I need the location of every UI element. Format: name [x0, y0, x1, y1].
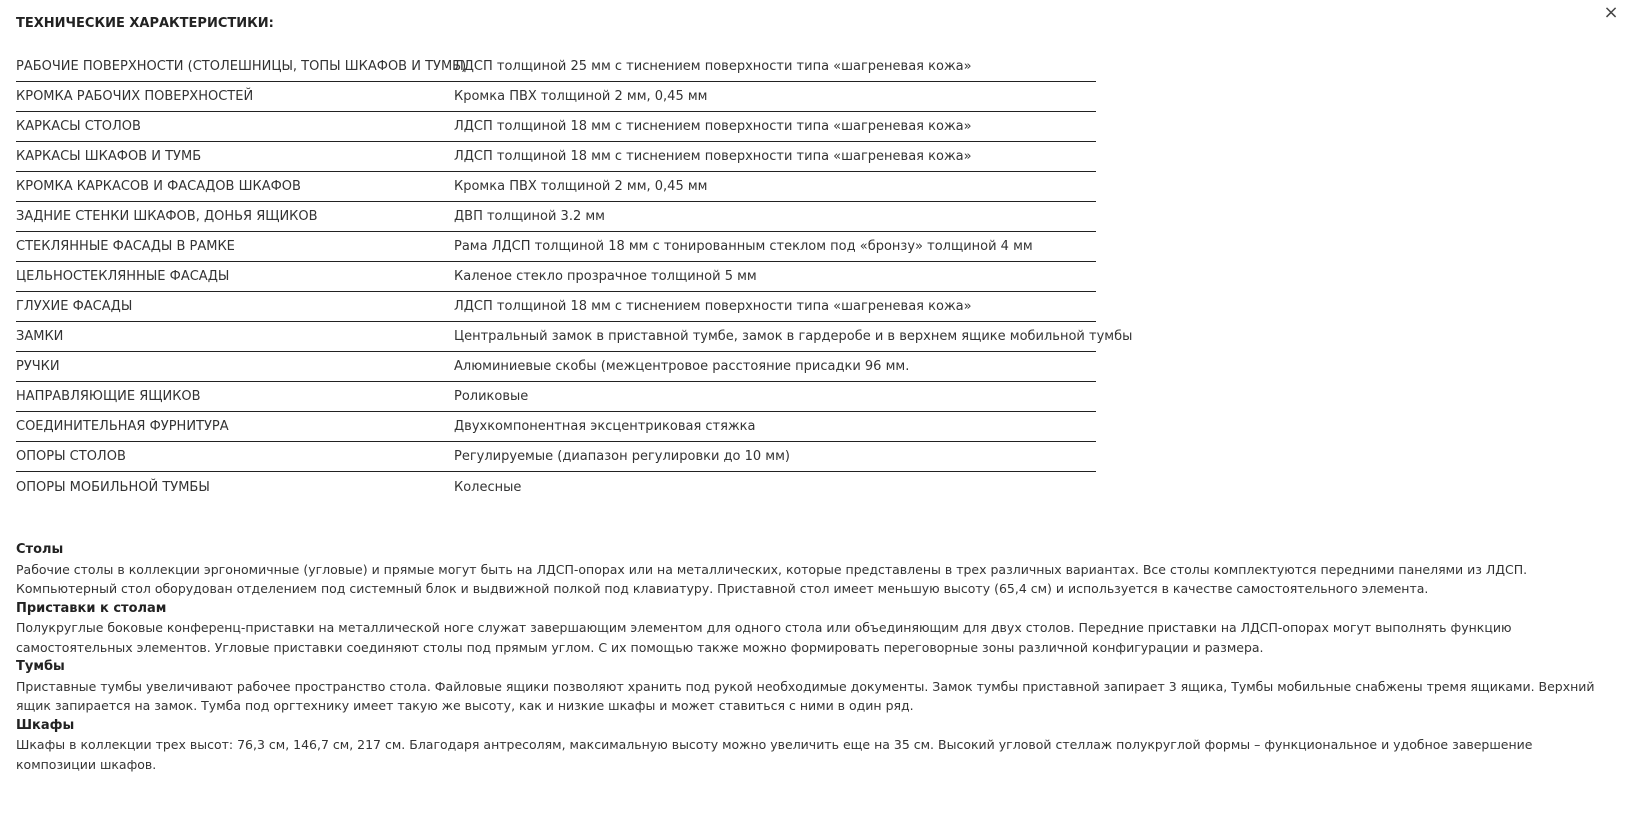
- specs-title: ТЕХНИЧЕСКИЕ ХАРАКТЕРИСТИКИ:: [16, 16, 274, 31]
- spec-row: [16, 352, 1096, 382]
- spec-value: ЛДСП толщиной 25 мм с тиснением поверхности типа «шагреневая кожа»: [454, 59, 972, 74]
- spec-row: [16, 232, 1096, 262]
- spec-name: КАРКАСЫ ШКАФОВ И ТУМБ: [16, 149, 202, 164]
- spec-row: [16, 442, 1096, 472]
- spec-row: [16, 172, 1096, 202]
- spec-name: ОПОРЫ СТОЛОВ: [16, 449, 126, 464]
- description-text: Приставные тумбы увеличивают рабочее пространство стола. Файловые ящики позволяют хранить под рукой необходимые документы. Замок тумбы приставной запирает 3 ящика, Тумбы мобильные снабжены тремя ящиками. Верхний ящик запирается на замок. Тумба под оргтехнику имеет такую же высоту, как и низкие шкафы и может ставиться с ними в один ряд.: [16, 678, 1595, 713]
- spec-name: ГЛУХИЕ ФАСАДЫ: [16, 299, 133, 314]
- spec-name: ЗАМКИ: [16, 329, 64, 344]
- spec-row: [16, 472, 1096, 502]
- spec-value: Двухкомпонентная эксцентриковая стяжка: [454, 419, 756, 434]
- spec-name: КРОМКА КАРКАСОВ И ФАСАДОВ ШКАФОВ: [16, 179, 301, 194]
- spec-value: Регулируемые (диапазон регулировки до 10 мм): [454, 449, 790, 464]
- description-heading: Столы: [16, 542, 64, 557]
- spec-name: ЗАДНИЕ СТЕНКИ ШКАФОВ, ДОНЬЯ ЯЩИКОВ: [16, 209, 318, 224]
- description-text: Полукруглые боковые конференц-приставки на металлической ноге служат завершающим элементом для одного стола или объединяющим для двух столов. Передние приставки на ЛДСП-опорах могут выполнять функцию самостоятельных элементов. Угловые приставки соединяют столы под прямым углом. С их помощью также можно формировать переговорные зоны различной конфигурации и размера.: [16, 620, 1512, 655]
- spec-name: РУЧКИ: [16, 359, 60, 374]
- spec-value: Кромка ПВХ толщиной 2 мм, 0,45 мм: [454, 179, 708, 194]
- spec-name: СОЕДИНИТЕЛЬНАЯ ФУРНИТУРА: [16, 419, 229, 434]
- spec-value: Рама ЛДСП толщиной 18 мм с тонированным стеклом под «бронзу» толщиной 4 мм: [454, 239, 1033, 254]
- description-section: [16, 540, 1614, 774]
- spec-value: Роликовые: [454, 389, 529, 404]
- spec-row: [16, 202, 1096, 232]
- spec-value: ЛДСП толщиной 18 мм с тиснением поверхности типа «шагреневая кожа»: [454, 299, 972, 314]
- spec-name: РАБОЧИЕ ПОВЕРХНОСТИ (СТОЛЕШНИЦЫ, ТОПЫ ШКАФОВ И ТУМБ): [16, 59, 467, 74]
- spec-row: [16, 262, 1096, 292]
- spec-value: Алюминиевые скобы (межцентровое расстояние присадки 96 мм.: [454, 359, 910, 374]
- spec-name: НАПРАВЛЯЮЩИЕ ЯЩИКОВ: [16, 389, 201, 404]
- description-text: Рабочие столы в коллекции эргономичные (угловые) и прямые могут быть на ЛДСП-опорах или на металлических, которые представлены в трех различных вариантах. Все столы комплектуются передними панелями из ЛДСП. Компьютерный стол оборудован отделением под системный блок и выдвижной полкой под клавиатуру. Приставной стол имеет меньшую высоту (65,4 см) и используется в качестве самостоятельного элемента.: [16, 561, 1528, 596]
- spec-row: [16, 322, 1133, 352]
- spec-row: [16, 412, 1096, 442]
- description-heading: Тумбы: [16, 659, 65, 674]
- spec-value: Каленое стекло прозрачное толщиной 5 мм: [454, 269, 757, 284]
- spec-name: КАРКАСЫ СТОЛОВ: [16, 119, 141, 134]
- spec-value: ЛДСП толщиной 18 мм с тиснением поверхности типа «шагреневая кожа»: [454, 119, 972, 134]
- spec-row: [16, 142, 1096, 172]
- spec-row: [16, 112, 1096, 142]
- spec-name: ОПОРЫ МОБИЛЬНОЙ ТУМБЫ: [16, 479, 210, 495]
- spec-value: Кромка ПВХ толщиной 2 мм, 0,45 мм: [454, 89, 708, 104]
- spec-row: [16, 82, 1096, 112]
- spec-value: ЛДСП толщиной 18 мм с тиснением поверхности типа «шагреневая кожа»: [454, 149, 972, 164]
- spec-name: КРОМКА РАБОЧИХ ПОВЕРХНОСТЕЙ: [16, 89, 254, 104]
- spec-value: Колесные: [454, 479, 522, 495]
- spec-name: СТЕКЛЯННЫЕ ФАСАДЫ В РАМКЕ: [16, 239, 235, 254]
- spec-row: [16, 52, 1096, 82]
- spec-value: Центральный замок в приставной тумбе, замок в гардеробе и в верхнем ящике мобильной тумбы: [454, 329, 1133, 344]
- close-icon[interactable]: ×: [1603, 2, 1619, 23]
- spec-value: ДВП толщиной 3.2 мм: [454, 209, 605, 224]
- spec-name: ЦЕЛЬНОСТЕКЛЯННЫЕ ФАСАДЫ: [16, 269, 230, 284]
- spec-row: [16, 292, 1096, 322]
- description-heading: Шкафы: [16, 717, 75, 733]
- description-text: Шкафы в коллекции трех высот: 76,3 см, 146,7 см, 217 см. Благодаря антресолям, максимальную высоту можно увеличить еще на 35 см. Высокий угловой стеллаж полукруглой формы – функциональное и удобное завершение композиции шкафов.: [16, 737, 1533, 772]
- description-heading: Приставки к столам: [16, 600, 167, 616]
- spec-table: [16, 52, 1133, 502]
- spec-row: [16, 382, 1096, 412]
